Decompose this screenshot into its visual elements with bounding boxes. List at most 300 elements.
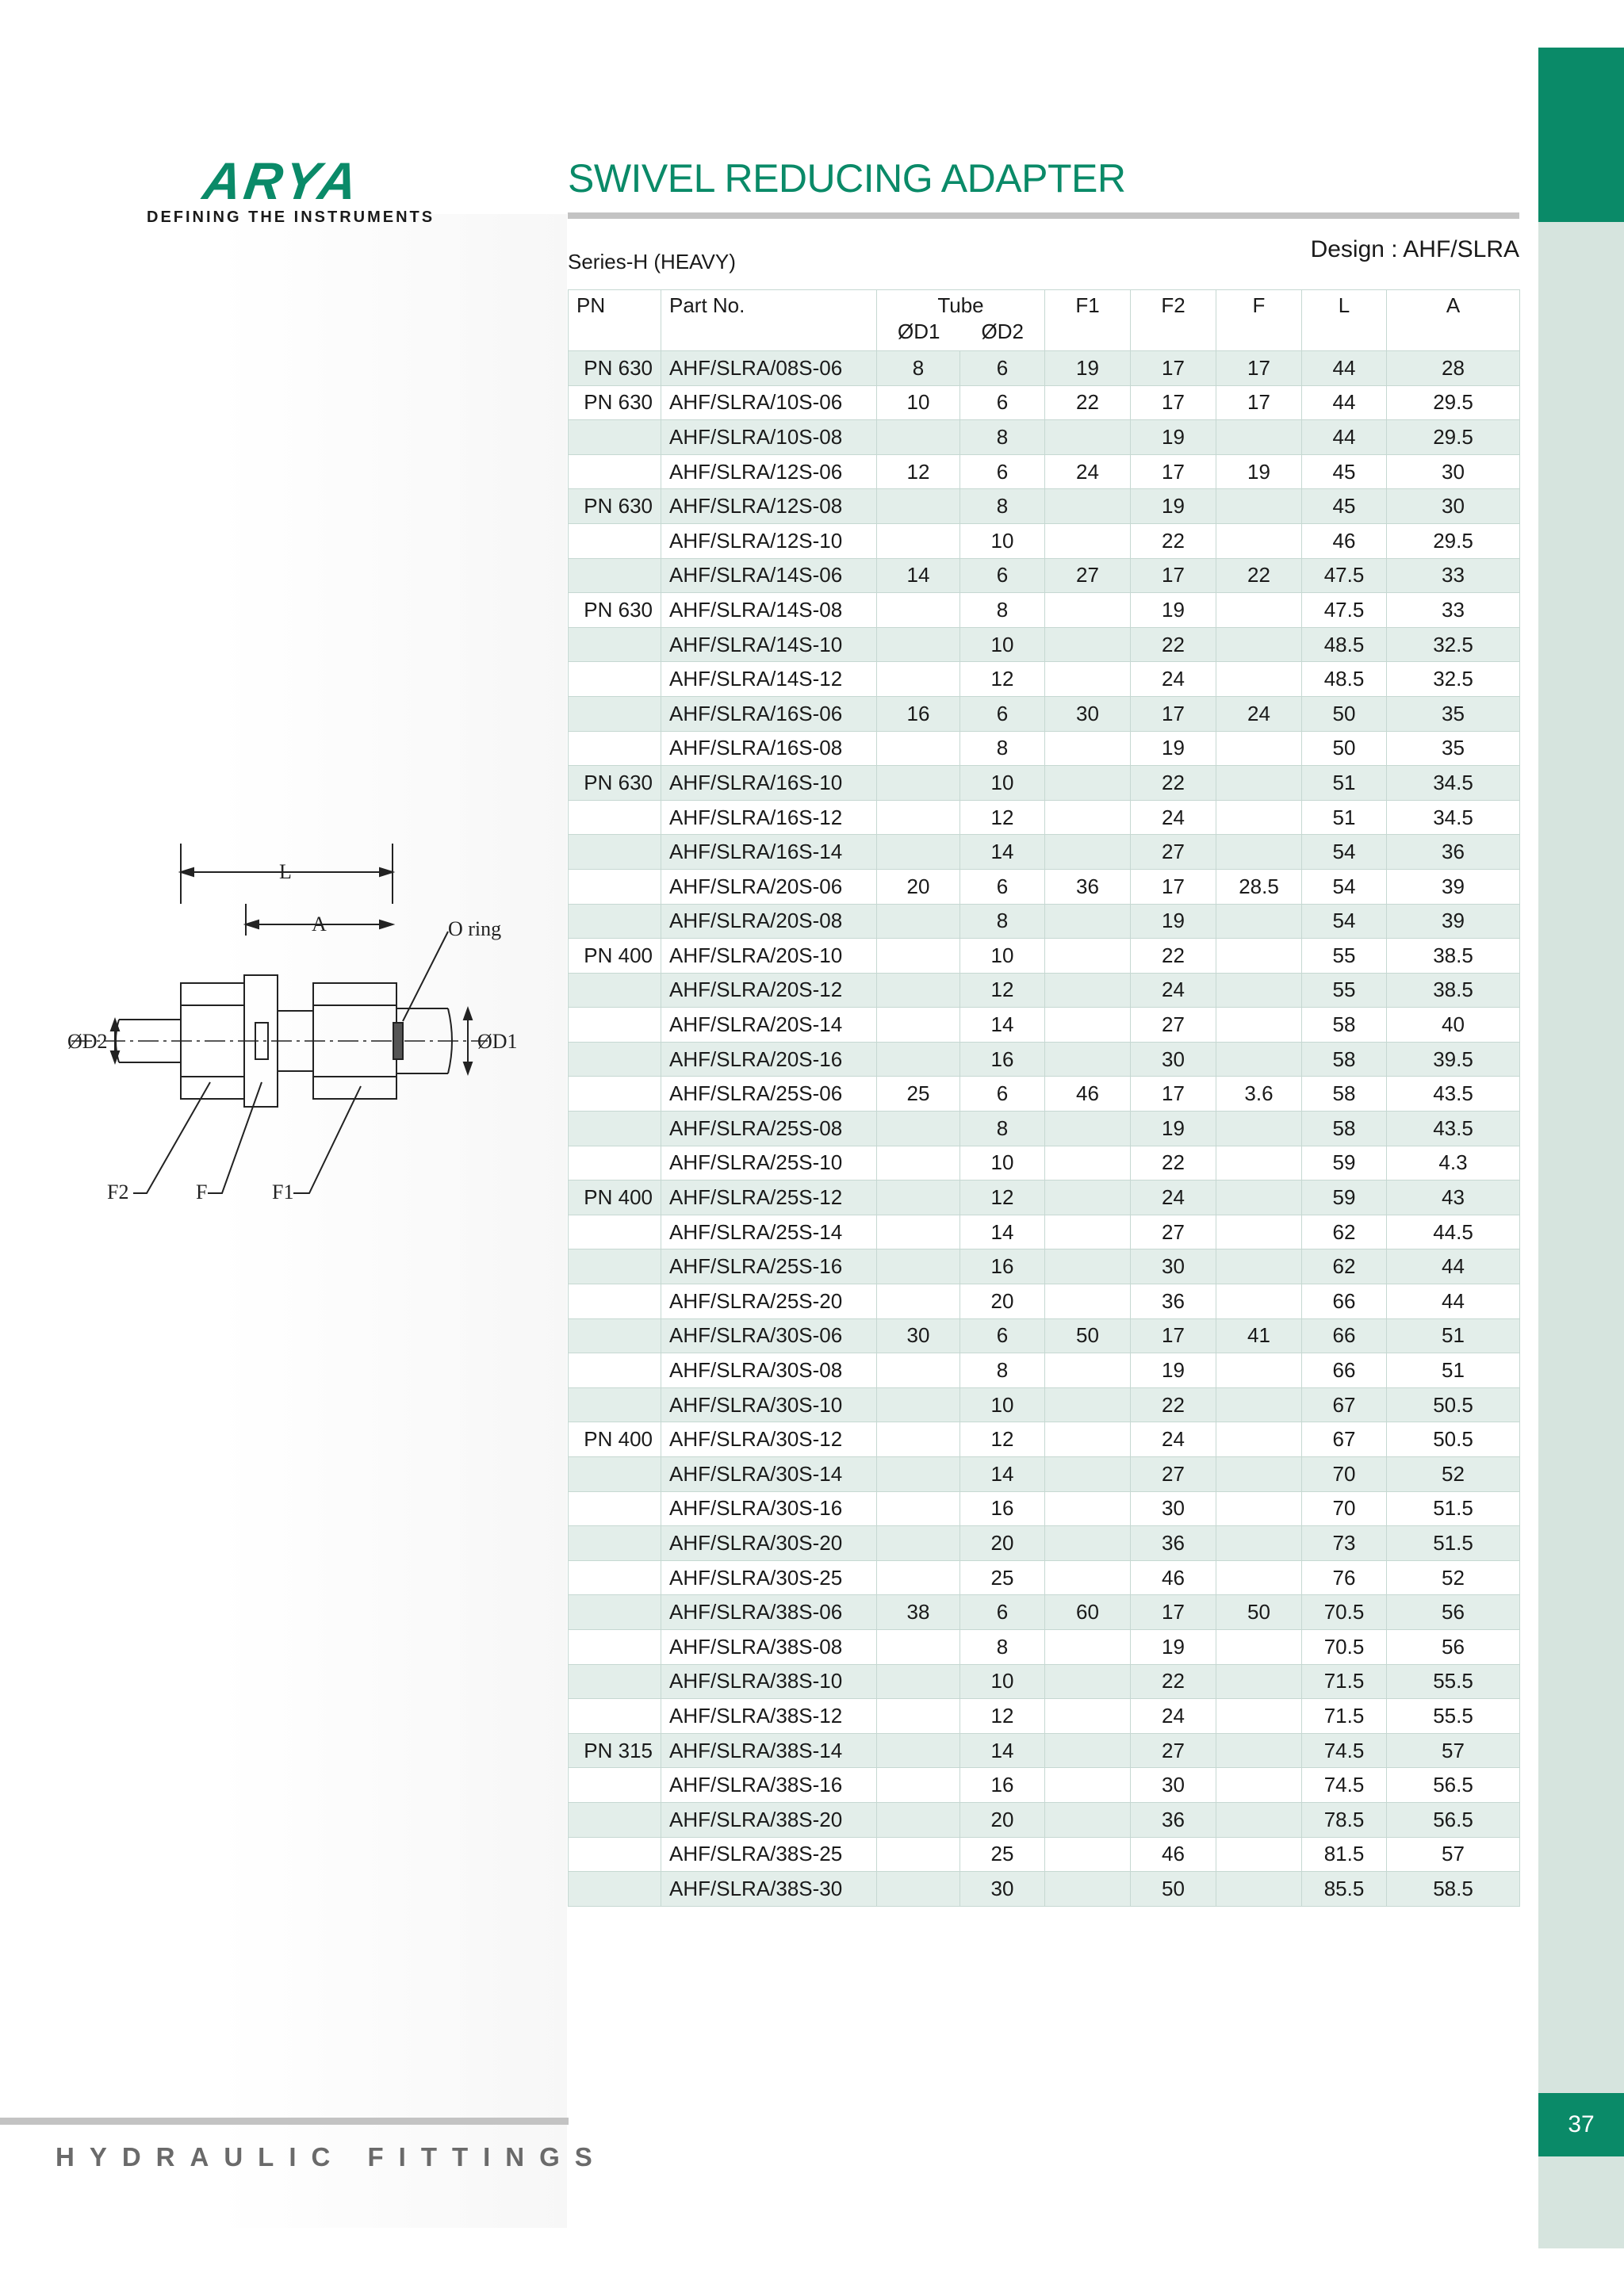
- page-number: 37: [1538, 2093, 1624, 2156]
- table-row: [569, 835, 1520, 870]
- cell-d1: 20: [877, 869, 960, 904]
- cell-f1: 46: [1045, 1077, 1131, 1112]
- table-row: [569, 1560, 1520, 1595]
- cell-d1: [877, 1526, 960, 1561]
- cell-part: AHF/SLRA/38S-12: [661, 1699, 877, 1734]
- cell-f2: 17: [1131, 869, 1216, 904]
- cell-d1: [877, 1387, 960, 1422]
- cell-pn: [569, 1595, 661, 1630]
- cell-pn: [569, 420, 661, 455]
- cell-part: AHF/SLRA/25S-08: [661, 1112, 877, 1146]
- cell-part: AHF/SLRA/38S-14: [661, 1733, 877, 1768]
- cell-pn: [569, 835, 661, 870]
- cell-a: 44: [1387, 1284, 1520, 1319]
- cell-a: 56: [1387, 1629, 1520, 1664]
- cell-l: 70: [1302, 1491, 1387, 1526]
- table-row: [569, 1526, 1520, 1561]
- cell-d1: [877, 939, 960, 974]
- cell-f1: [1045, 1284, 1131, 1319]
- cell-d1: 12: [877, 454, 960, 489]
- cell-f1: [1045, 800, 1131, 835]
- cell-part: AHF/SLRA/16S-08: [661, 731, 877, 766]
- table-row: [569, 1457, 1520, 1492]
- right-sidebar-accent: [1538, 48, 1624, 222]
- cell-d2: 8: [960, 904, 1045, 939]
- cell-f2: 36: [1131, 1526, 1216, 1561]
- cell-f2: 27: [1131, 1733, 1216, 1768]
- cell-f: [1216, 1112, 1302, 1146]
- cell-f: [1216, 1042, 1302, 1077]
- cell-d2: 14: [960, 1215, 1045, 1249]
- cell-f: [1216, 766, 1302, 801]
- cell-a: 30: [1387, 489, 1520, 524]
- cell-f1: [1045, 835, 1131, 870]
- cell-f1: [1045, 766, 1131, 801]
- cell-d2: 6: [960, 1595, 1045, 1630]
- cell-a: 56: [1387, 1595, 1520, 1630]
- cell-f: [1216, 1146, 1302, 1181]
- cell-f: [1216, 904, 1302, 939]
- cell-d1: [877, 1008, 960, 1043]
- cell-l: 58: [1302, 1008, 1387, 1043]
- cell-pn: [569, 1318, 661, 1353]
- cell-d2: 12: [960, 800, 1045, 835]
- cell-l: 66: [1302, 1353, 1387, 1388]
- cell-l: 73: [1302, 1526, 1387, 1561]
- cell-d2: 6: [960, 1077, 1045, 1112]
- brand-tagline: DEFINING THE INSTRUMENTS: [147, 209, 435, 226]
- cell-f: [1216, 1353, 1302, 1388]
- cell-d1: 8: [877, 351, 960, 386]
- cell-d2: 25: [960, 1837, 1045, 1872]
- series-label: Series-H (HEAVY): [568, 250, 736, 274]
- cell-f: [1216, 1664, 1302, 1699]
- cell-a: 32.5: [1387, 627, 1520, 662]
- cell-d1: [877, 1215, 960, 1249]
- cell-f: 22: [1216, 558, 1302, 593]
- cell-part: AHF/SLRA/25S-16: [661, 1249, 877, 1284]
- table-row: [569, 1112, 1520, 1146]
- cell-f: [1216, 420, 1302, 455]
- cell-pn: [569, 1457, 661, 1492]
- cell-f1: [1045, 662, 1131, 697]
- cell-l: 78.5: [1302, 1802, 1387, 1837]
- cell-pn: PN 630: [569, 385, 661, 420]
- cell-f1: [1045, 1872, 1131, 1907]
- cell-f2: 19: [1131, 489, 1216, 524]
- table-row: [569, 731, 1520, 766]
- header-tube-label: Tube: [937, 293, 984, 317]
- cell-d2: 20: [960, 1284, 1045, 1319]
- cell-d1: [877, 1491, 960, 1526]
- cell-pn: [569, 1699, 661, 1734]
- table-row: [569, 973, 1520, 1008]
- cell-f: [1216, 1837, 1302, 1872]
- cell-pn: [569, 454, 661, 489]
- cell-f: 41: [1216, 1318, 1302, 1353]
- cell-f1: 19: [1045, 351, 1131, 386]
- cell-f1: 60: [1045, 1595, 1131, 1630]
- cell-a: 56.5: [1387, 1802, 1520, 1837]
- dim-label-f2: F2: [107, 1181, 129, 1203]
- cell-pn: [569, 1526, 661, 1561]
- cell-part: AHF/SLRA/38S-08: [661, 1629, 877, 1664]
- cell-a: 39: [1387, 869, 1520, 904]
- brand-logo: [147, 151, 435, 227]
- cell-d1: [877, 1042, 960, 1077]
- cell-part: AHF/SLRA/38S-30: [661, 1872, 877, 1907]
- cell-f: [1216, 939, 1302, 974]
- cell-pn: [569, 1353, 661, 1388]
- cell-f: [1216, 662, 1302, 697]
- cell-f2: 17: [1131, 696, 1216, 731]
- cell-f2: 17: [1131, 385, 1216, 420]
- cell-f2: 19: [1131, 593, 1216, 628]
- cell-pn: [569, 1284, 661, 1319]
- cell-pn: [569, 731, 661, 766]
- table-row: [569, 1215, 1520, 1249]
- cell-d1: 25: [877, 1077, 960, 1112]
- cell-f2: 22: [1131, 766, 1216, 801]
- cell-f: [1216, 1491, 1302, 1526]
- cell-l: 58: [1302, 1042, 1387, 1077]
- cell-pn: [569, 1768, 661, 1803]
- table-row: [569, 351, 1520, 386]
- cell-l: 45: [1302, 454, 1387, 489]
- cell-f: [1216, 1699, 1302, 1734]
- cell-a: 40: [1387, 1008, 1520, 1043]
- cell-d2: 6: [960, 351, 1045, 386]
- cell-f: [1216, 627, 1302, 662]
- table-row: [569, 1768, 1520, 1803]
- cell-f1: [1045, 1837, 1131, 1872]
- cell-f: [1216, 1629, 1302, 1664]
- cell-f: [1216, 489, 1302, 524]
- cell-d2: 10: [960, 766, 1045, 801]
- cell-d1: [877, 1802, 960, 1837]
- cell-f2: 17: [1131, 1595, 1216, 1630]
- cell-d1: [877, 1872, 960, 1907]
- cell-l: 58: [1302, 1077, 1387, 1112]
- cell-l: 59: [1302, 1181, 1387, 1215]
- cell-a: 55.5: [1387, 1664, 1520, 1699]
- cell-d1: [877, 1249, 960, 1284]
- cell-l: 76: [1302, 1560, 1387, 1595]
- cell-d1: [877, 1629, 960, 1664]
- cell-pn: PN 630: [569, 593, 661, 628]
- cell-f: [1216, 1526, 1302, 1561]
- table-row: [569, 662, 1520, 697]
- table-row: [569, 1249, 1520, 1284]
- cell-d2: 8: [960, 1112, 1045, 1146]
- spec-table: [568, 289, 1520, 1907]
- table-row: [569, 904, 1520, 939]
- cell-f1: 30: [1045, 696, 1131, 731]
- cell-d2: 14: [960, 1457, 1045, 1492]
- cell-d2: 20: [960, 1526, 1045, 1561]
- oring-label: O ring: [448, 917, 502, 940]
- cell-f1: [1045, 939, 1131, 974]
- cell-a: 52: [1387, 1560, 1520, 1595]
- cell-pn: [569, 1077, 661, 1112]
- cell-a: 28: [1387, 351, 1520, 386]
- cell-d2: 16: [960, 1768, 1045, 1803]
- brand-name: ARYA: [199, 151, 365, 210]
- cell-f: [1216, 593, 1302, 628]
- cell-d2: 8: [960, 1353, 1045, 1388]
- cell-a: 36: [1387, 835, 1520, 870]
- cell-f1: 24: [1045, 454, 1131, 489]
- table-row: [569, 1733, 1520, 1768]
- cell-part: AHF/SLRA/30S-16: [661, 1491, 877, 1526]
- cell-part: AHF/SLRA/20S-10: [661, 939, 877, 974]
- cell-d1: [877, 766, 960, 801]
- cell-a: 57: [1387, 1837, 1520, 1872]
- cell-f2: 22: [1131, 1146, 1216, 1181]
- cell-l: 44: [1302, 420, 1387, 455]
- cell-l: 58: [1302, 1112, 1387, 1146]
- cell-d1: [877, 800, 960, 835]
- table-row: [569, 1008, 1520, 1043]
- cell-f2: 22: [1131, 627, 1216, 662]
- cell-pn: PN 630: [569, 351, 661, 386]
- cell-d1: 10: [877, 385, 960, 420]
- cell-d2: 6: [960, 558, 1045, 593]
- header-part: Part No.: [661, 290, 877, 351]
- cell-f2: 24: [1131, 800, 1216, 835]
- cell-d1: 30: [877, 1318, 960, 1353]
- cell-f1: [1045, 1629, 1131, 1664]
- cell-l: 81.5: [1302, 1837, 1387, 1872]
- cell-l: 70.5: [1302, 1629, 1387, 1664]
- cell-a: 33: [1387, 558, 1520, 593]
- cell-d2: 14: [960, 835, 1045, 870]
- cell-a: 56.5: [1387, 1768, 1520, 1803]
- cell-part: AHF/SLRA/20S-12: [661, 973, 877, 1008]
- cell-part: AHF/SLRA/20S-08: [661, 904, 877, 939]
- cell-f1: [1045, 1560, 1131, 1595]
- cell-d1: 14: [877, 558, 960, 593]
- cell-f2: 17: [1131, 351, 1216, 386]
- cell-pn: [569, 627, 661, 662]
- cell-f2: 19: [1131, 1353, 1216, 1388]
- cell-pn: PN 400: [569, 939, 661, 974]
- cell-f: [1216, 1249, 1302, 1284]
- cell-a: 33: [1387, 593, 1520, 628]
- cell-d1: [877, 523, 960, 558]
- table-row: [569, 1042, 1520, 1077]
- cell-f1: [1045, 627, 1131, 662]
- cell-f1: [1045, 1664, 1131, 1699]
- cell-f2: 30: [1131, 1491, 1216, 1526]
- header-f: F: [1216, 290, 1302, 351]
- table-row: [569, 558, 1520, 593]
- table-row: [569, 420, 1520, 455]
- fitting-drawing: [48, 832, 555, 1229]
- cell-f2: 46: [1131, 1560, 1216, 1595]
- cell-f2: 19: [1131, 1629, 1216, 1664]
- cell-a: 29.5: [1387, 420, 1520, 455]
- cell-f1: [1045, 1215, 1131, 1249]
- cell-l: 67: [1302, 1422, 1387, 1457]
- cell-part: AHF/SLRA/12S-08: [661, 489, 877, 524]
- cell-part: AHF/SLRA/12S-06: [661, 454, 877, 489]
- cell-l: 44: [1302, 351, 1387, 386]
- cell-l: 85.5: [1302, 1872, 1387, 1907]
- cell-part: AHF/SLRA/12S-10: [661, 523, 877, 558]
- dim-label-d1: ØD1: [477, 1030, 518, 1053]
- cell-l: 66: [1302, 1284, 1387, 1319]
- cell-l: 44: [1302, 385, 1387, 420]
- cell-f2: 36: [1131, 1284, 1216, 1319]
- cell-d2: 16: [960, 1491, 1045, 1526]
- cell-f2: 19: [1131, 420, 1216, 455]
- cell-pn: [569, 973, 661, 1008]
- cell-f2: 19: [1131, 904, 1216, 939]
- cell-l: 54: [1302, 835, 1387, 870]
- cell-f2: 27: [1131, 835, 1216, 870]
- cell-l: 47.5: [1302, 593, 1387, 628]
- cell-f2: 27: [1131, 1008, 1216, 1043]
- cell-f: [1216, 1284, 1302, 1319]
- cell-f2: 36: [1131, 1802, 1216, 1837]
- cell-f2: 30: [1131, 1042, 1216, 1077]
- cell-pn: PN 400: [569, 1422, 661, 1457]
- cell-f1: [1045, 1387, 1131, 1422]
- cell-l: 51: [1302, 766, 1387, 801]
- cell-a: 55.5: [1387, 1699, 1520, 1734]
- cell-f1: [1045, 904, 1131, 939]
- header-l: L: [1302, 290, 1387, 351]
- cell-part: AHF/SLRA/25S-14: [661, 1215, 877, 1249]
- cell-part: AHF/SLRA/25S-20: [661, 1284, 877, 1319]
- cell-pn: [569, 558, 661, 593]
- cell-pn: [569, 1042, 661, 1077]
- table-row: [569, 1353, 1520, 1388]
- cell-d2: 6: [960, 696, 1045, 731]
- cell-a: 44: [1387, 1249, 1520, 1284]
- dim-label-f: F: [196, 1181, 208, 1203]
- cell-f1: [1045, 1422, 1131, 1457]
- cell-pn: [569, 662, 661, 697]
- header-f1: F1: [1045, 290, 1131, 351]
- cell-pn: [569, 1146, 661, 1181]
- cell-pn: PN 315: [569, 1733, 661, 1768]
- cell-pn: [569, 1664, 661, 1699]
- cell-f2: 46: [1131, 1837, 1216, 1872]
- cell-f1: [1045, 1457, 1131, 1492]
- cell-a: 34.5: [1387, 800, 1520, 835]
- header-d1: ØD1: [898, 320, 940, 343]
- cell-f: 19: [1216, 454, 1302, 489]
- cell-f: 3.6: [1216, 1077, 1302, 1112]
- cell-pn: PN 630: [569, 489, 661, 524]
- cell-l: 46: [1302, 523, 1387, 558]
- cell-d1: [877, 1560, 960, 1595]
- cell-d2: 8: [960, 489, 1045, 524]
- cell-l: 54: [1302, 904, 1387, 939]
- cell-d2: 10: [960, 523, 1045, 558]
- cell-pn: [569, 800, 661, 835]
- cell-l: 74.5: [1302, 1768, 1387, 1803]
- table-row: [569, 869, 1520, 904]
- right-sidebar: [1538, 48, 1624, 2248]
- cell-d1: [877, 1353, 960, 1388]
- cell-part: AHF/SLRA/14S-06: [661, 558, 877, 593]
- cell-f: [1216, 523, 1302, 558]
- title-divider: [568, 212, 1519, 219]
- cell-l: 70.5: [1302, 1595, 1387, 1630]
- table-row: [569, 593, 1520, 628]
- cell-f: [1216, 835, 1302, 870]
- design-label: Design : AHF/SLRA: [1310, 236, 1519, 262]
- cell-d2: 20: [960, 1802, 1045, 1837]
- cell-part: AHF/SLRA/20S-14: [661, 1008, 877, 1043]
- cell-l: 71.5: [1302, 1664, 1387, 1699]
- cell-f: [1216, 1387, 1302, 1422]
- cell-l: 48.5: [1302, 627, 1387, 662]
- cell-d2: 6: [960, 869, 1045, 904]
- cell-f: [1216, 1181, 1302, 1215]
- footer-divider: [0, 2118, 569, 2125]
- cell-d2: 12: [960, 1422, 1045, 1457]
- cell-part: AHF/SLRA/20S-16: [661, 1042, 877, 1077]
- cell-pn: [569, 904, 661, 939]
- header-tube: [877, 290, 1045, 351]
- cell-d2: 25: [960, 1560, 1045, 1595]
- cell-l: 48.5: [1302, 662, 1387, 697]
- cell-pn: [569, 1387, 661, 1422]
- cell-pn: [569, 696, 661, 731]
- cell-l: 67: [1302, 1387, 1387, 1422]
- cell-f: [1216, 1872, 1302, 1907]
- cell-f1: [1045, 1042, 1131, 1077]
- cell-d2: 6: [960, 454, 1045, 489]
- cell-pn: PN 630: [569, 766, 661, 801]
- cell-d1: [877, 1146, 960, 1181]
- cell-f2: 22: [1131, 939, 1216, 974]
- cell-a: 57: [1387, 1733, 1520, 1768]
- table-row: [569, 939, 1520, 974]
- cell-part: AHF/SLRA/38S-25: [661, 1837, 877, 1872]
- cell-d1: 16: [877, 696, 960, 731]
- cell-part: AHF/SLRA/25S-10: [661, 1146, 877, 1181]
- cell-a: 43.5: [1387, 1077, 1520, 1112]
- cell-f2: 24: [1131, 1422, 1216, 1457]
- cell-f2: 22: [1131, 1664, 1216, 1699]
- cell-a: 30: [1387, 454, 1520, 489]
- cell-d1: [877, 1422, 960, 1457]
- cell-f: [1216, 1215, 1302, 1249]
- cell-l: 55: [1302, 939, 1387, 974]
- cell-l: 62: [1302, 1215, 1387, 1249]
- cell-part: AHF/SLRA/30S-14: [661, 1457, 877, 1492]
- cell-f: [1216, 1768, 1302, 1803]
- cell-d2: 30: [960, 1872, 1045, 1907]
- cell-pn: [569, 1872, 661, 1907]
- cell-a: 51: [1387, 1353, 1520, 1388]
- cell-f2: 17: [1131, 454, 1216, 489]
- cell-f2: 19: [1131, 1112, 1216, 1146]
- cell-part: AHF/SLRA/38S-16: [661, 1768, 877, 1803]
- cell-d2: 8: [960, 1629, 1045, 1664]
- cell-l: 55: [1302, 973, 1387, 1008]
- cell-f: 50: [1216, 1595, 1302, 1630]
- header-f2: F2: [1131, 290, 1216, 351]
- cell-l: 62: [1302, 1249, 1387, 1284]
- cell-d1: [877, 904, 960, 939]
- cell-pn: [569, 1491, 661, 1526]
